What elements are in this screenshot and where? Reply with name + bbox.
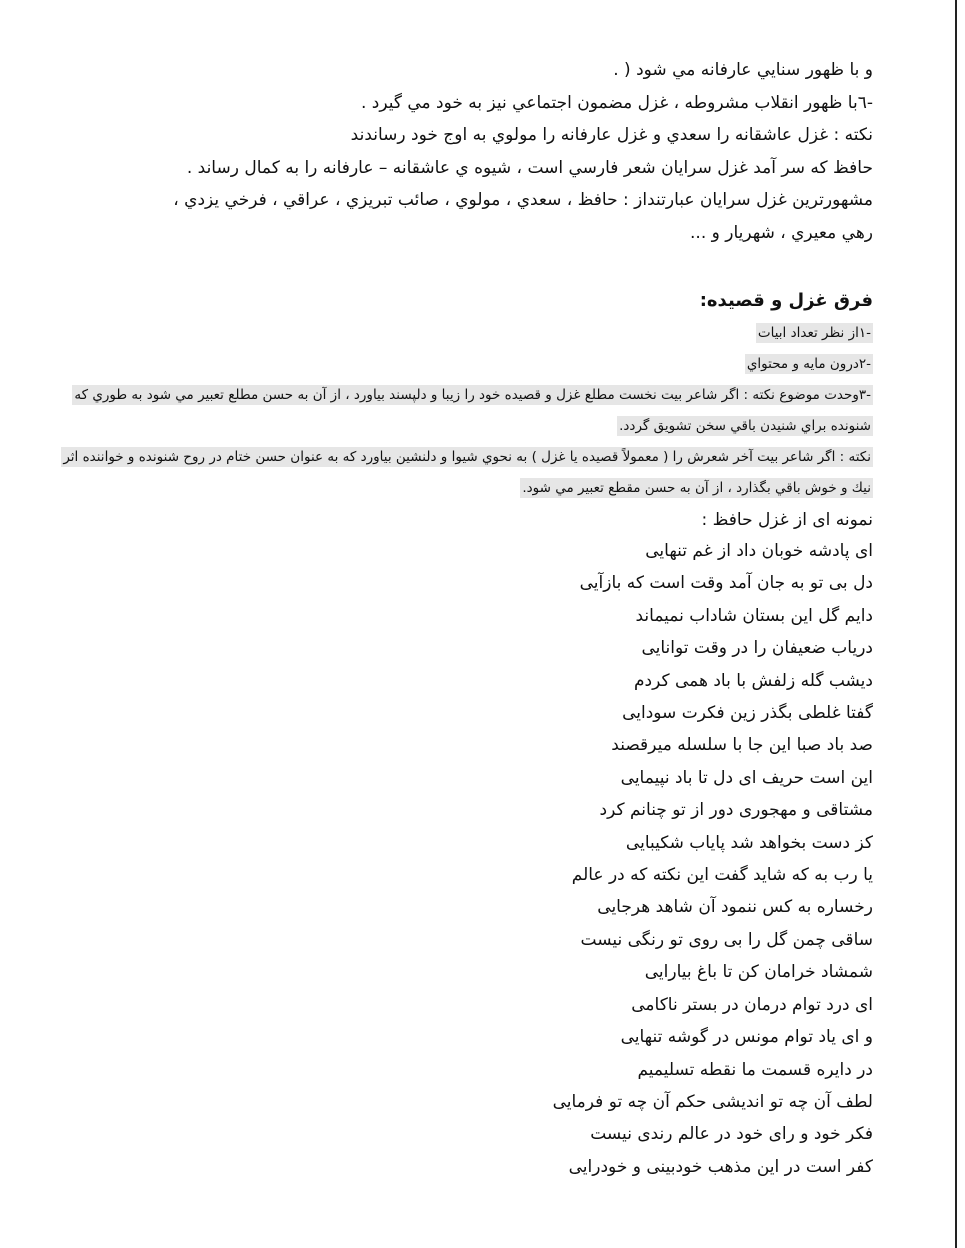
intro-line: رهي معيري ، شهريار و ... <box>690 222 873 243</box>
poem-line: در دایره قسمت ما نقطه تسلیمیم <box>637 1059 873 1080</box>
difference-item <box>58 317 873 348</box>
intro-line: مشهورترين غزل سرايان عبارتنداز : حافظ ، سعدي ، مولوي ، صائب تبريزي ، عراقي ، فرخي يزدي ، <box>173 190 873 210</box>
poem-line: کز دست بخواهد شد پایاب شکیبایی <box>625 832 873 853</box>
intro-line: -٦با ظهور انقلاب مشروطه ، غزل مضمون اجتماعي نيز به خود مي گيرد . <box>360 92 873 113</box>
poem-line: گفتا غلطی بگذر زین فکرت سودایی <box>622 703 873 724</box>
poem <box>58 535 873 1183</box>
sample-title: نمونه ای از غزل حافظ : <box>701 510 873 530</box>
poem-line: ای درد توام درمان در بستر ناکامی <box>631 994 873 1015</box>
page-edge-divider <box>955 0 957 1248</box>
difference-item-text: -٣وحدت موضوع نكته : اگر شاعر بيت نخست مطلع غزل و قصيده خود را زيبا و دلپسند بياورد ، از آن به حسن مطلع تعبير مي شود به طوري كه شنونده براي شنيدن باقي سخن تشويق گردد. <box>74 387 871 434</box>
difference-item <box>58 348 873 379</box>
poem-line: دریاب ضعیفان را در وقت توانایی <box>641 638 873 659</box>
intro-line: نكته : غزل عاشقانه را سعدي و غزل عارفانه را مولوي به اوج خود رساندند <box>350 125 873 145</box>
poem-line: ساقی چمن گل را بی روی تو رنگی نیست <box>580 929 873 950</box>
intro-line: و با ظهور سنايي عارفانه مي شود ( . <box>613 60 873 80</box>
difference-item-text: -١از نظر تعداد ابيات <box>757 325 871 341</box>
difference-item-text: -٢درون مايه و محتواي <box>746 356 871 372</box>
difference-item-text: نكته : اگر شاعر بيت آخر شعرش را ( معمولاً قصيده يا غزل ) به نحوي شيوا و دلنشين بياورد كه به عنوان حسن ختام در روح شنونده و خواننده اثر نيك و خوش باقي بگذارد ، از آن به حسن مقطع تعبير مي شود. <box>63 449 871 496</box>
poem-line: کفر است در این مذهب خودبینی و خودرایی <box>568 1156 873 1177</box>
poem-line: رخساره به کس ننمود آن شاهد هرجایی <box>597 897 873 918</box>
poem-line: لطف آن چه تو اندیشی حکم آن چه تو فرمایی <box>552 1091 873 1112</box>
poem-line: یا رب به که شاید گفت این نکته که در عالم <box>571 865 873 886</box>
poem-line: ای پادشه خوبان داد از غم تنهایی <box>645 541 873 561</box>
poem-line: شمشاد خرامان کن تا باغ بیارایی <box>644 962 873 983</box>
difference-item <box>58 441 873 503</box>
poem-line: صد باد صبا این جا با سلسله میرقصند <box>611 735 873 756</box>
document-body <box>58 54 873 1183</box>
section-heading: فرق غزل و قصيده: <box>699 290 873 311</box>
poem-line: دل بی تو به جان آمد وقت است که بازآیی <box>579 573 873 594</box>
poem-line: دیشب گله زلفش با باد همی کردم <box>633 670 873 691</box>
difference-list <box>58 317 873 503</box>
poem-line: مشتاقی و مهجوری دور از تو چنانم کرد <box>599 800 873 821</box>
intro-paragraph <box>58 54 873 249</box>
poem-line: و ای یاد توام مونس در گوشه تنهایی <box>620 1027 873 1048</box>
difference-item <box>58 379 873 441</box>
poem-line: این است حریف ای دل تا باد نپیمایی <box>620 767 873 788</box>
poem-line: دایم گل این بستان شاداب نمیماند <box>635 605 873 626</box>
poem-line: فکر خود و رای خود در عالم رندی نیست <box>590 1124 873 1145</box>
intro-line: حافظ كه سر آمد غزل سرايان شعر فارسي است ، شيوه ي عاشقانه – عارفانه را به كمال رساند . <box>186 157 873 178</box>
